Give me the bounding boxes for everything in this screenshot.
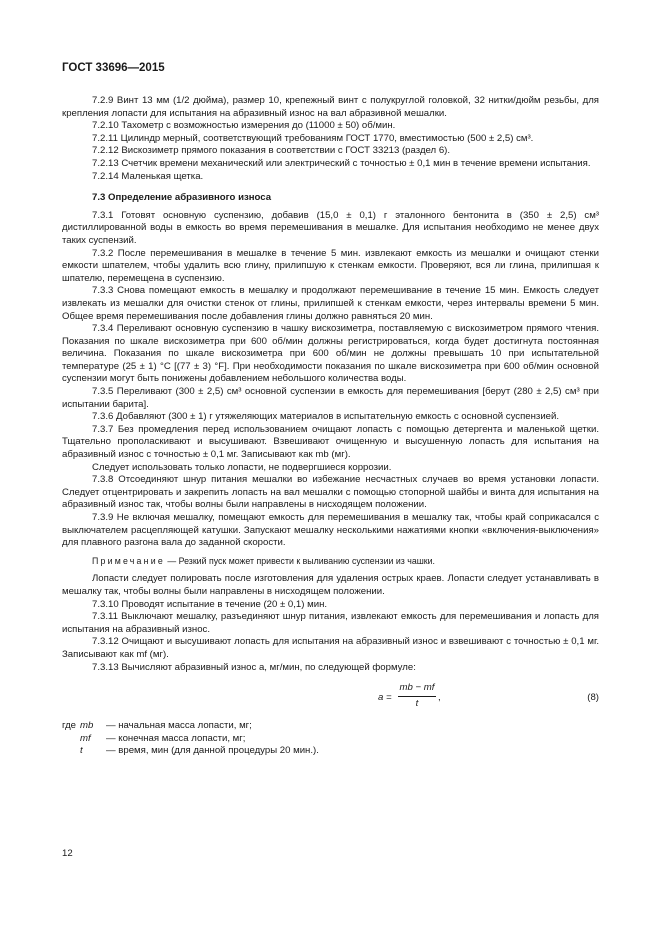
paragraph-7-3-4: 7.3.4 Переливают основную суспензию в чашку вискозиметра, поставляемую с вискозиметром прямого чтения. Показания по шкале вискозиметра при 600 об/мин должны регистрироваться, когда будет достигнута постоянная величина. Показания по шкале вискозиметра при 600 об/мин не должны превышать 10 при испытательной температуре (25 ± 1) °C [(77 ± 3) °F]. При необходимости показания по шкале вискозиметра при 600 об/мин основной суспензии могут быть понижены добавлением небольшого количества воды. bbox=[62, 323, 599, 385]
paragraph-7-3-12: 7.3.12 Очищают и высушивают лопасть для испытания на абразивный износ и взвешивают с точностью ± 0,1 мг. Записывают как mf (мг). bbox=[62, 636, 599, 660]
note-label: Примечание bbox=[92, 555, 165, 566]
paragraph-7-3-3: 7.3.3 Снова помещают емкость в мешалку и продолжают перемешивание в течение 15 мин. Емкость следует извлекать из мешалки для очистки стенок от глины, прилипшей к стенкам емкости, через интервалы времени 5 мин. Общее время перемешивания после добавления глины должно равняться 20 мин. bbox=[62, 285, 599, 322]
paragraph-7-3-13: 7.3.13 Вычисляют абразивный износ a, мг/мин, по следующей формуле: bbox=[92, 661, 416, 673]
paragraph-7-3-6: 7.3.6 Добавляют (300 ± 1) г утяжеляющих материалов в испытательную емкость с основной суспензией. bbox=[92, 411, 560, 423]
legend-symbol: mb bbox=[80, 720, 94, 732]
note bbox=[62, 555, 599, 568]
paragraph-7-2-10: 7.2.10 Тахометр с возможностью измерения до (11000 ± 50) об/мин. bbox=[92, 120, 396, 132]
formula-legend bbox=[62, 720, 599, 758]
paragraph-7-3-2: 7.3.2 После перемешивания в мешалке в течение 5 мин. извлекают емкость из мешалки и очищают стенки емкости шпателем, чтобы удалить всю глину, прилипшую к стенкам емкости. Проверяют, вся ли глина, прилипшая к шпателю, перемещена в суспензию. bbox=[62, 247, 599, 284]
paragraph-7-3-8: 7.3.8 Отсоединяют шнур питания мешалки во избежание несчастных случаев во время установки лопасти. Следует отцентрировать и закрепить лопасть на вал мешалки с помощью стопорной шайбы и винта для испытания на абразивный износ так, чтобы волны были направлены в нисходящем положении. bbox=[62, 474, 599, 511]
paragraph-7-3-1: 7.3.1 Готовят основную суспензию, добавив (15,0 ± 0,1) г эталонного бентонита в (350 ± 2,5) см³ дистиллированной воды в емкость во время перемешивания в мешалке. Для испытания необходимо не менее двух таких суспензий. bbox=[62, 209, 599, 246]
paragraph-7-3-10: 7.3.10 Проводят испытание в течение (20 ± 0,1) мин. bbox=[92, 598, 328, 610]
page-content bbox=[62, 95, 599, 758]
formula-number: (8) bbox=[587, 692, 599, 704]
paragraph-corrosion-note: Следует использовать только лопасти, не подвергшиеся коррозии. bbox=[92, 461, 392, 473]
legend-prefix bbox=[62, 733, 80, 746]
legend-symbol: mf bbox=[80, 732, 91, 744]
paragraph-polishing: Лопасти следует полировать после изготовления для удаления острых краев. Лопасти следует устанавливать в мешалку так, чтобы волны были направлены в нисходящем положении. bbox=[62, 573, 599, 597]
formula-denominator: t bbox=[415, 697, 419, 709]
paragraph-7-3-5: 7.3.5 Переливают (300 ± 2,5) см³ основной суспензии в емкость для перемешивания [берут (280 ± 2,5) см³ при испытании барита]. bbox=[62, 386, 599, 410]
legend-text: — конечная масса лопасти, мг; bbox=[106, 732, 246, 744]
legend-symbol: t bbox=[80, 745, 83, 757]
paragraph-7-3-9: 7.3.9 Не включая мешалку, помещают емкость для перемешивания в мешалку так, чтобы край соприкасался с выключателем расцепляющей катушки. Запускают мешалку несколькими нажатиями кнопки «включения-выключения» для плавного разгона вала до заданной скорости. bbox=[62, 512, 599, 549]
document-header: ГОСТ 33696—2015 bbox=[62, 62, 165, 74]
legend-prefix: где bbox=[62, 720, 77, 732]
legend-row bbox=[62, 733, 599, 746]
formula-8 bbox=[62, 680, 599, 716]
paragraph-7-3-11: 7.3.11 Выключают мешалку, разъединяют шнур питания, извлекают емкость для перемешивания и лопасть для испытания на абразивный износ. bbox=[62, 611, 599, 635]
page-number: 12 bbox=[62, 848, 73, 859]
note-text: — Резкий пуск может привести к выливанию суспензии из чашки. bbox=[167, 555, 435, 566]
legend-row bbox=[62, 745, 599, 758]
legend-row bbox=[62, 720, 599, 733]
formula-lhs: a = bbox=[378, 692, 392, 704]
legend-text: — начальная масса лопасти, мг; bbox=[106, 720, 252, 732]
formula-suffix: , bbox=[438, 692, 441, 704]
legend-prefix bbox=[62, 745, 80, 758]
paragraph-7-3-7: 7.3.7 Без промедления перед использованием очищают лопасть с помощью детергента и маленькой щетки. Тщательно прополаскивают и высушивают. Взвешивают очищенную и высушенную лопасть для испытания на абразивный износ с точностью ± 0,1 мг. Записывают как mb (мг). bbox=[62, 423, 599, 461]
paragraph-7-2-9: 7.2.9 Винт 13 мм (1/2 дюйма), размер 10, крепежный винт с полукруглой головкой, 32 нитки/дюйм резьбы, для крепления лопасти для испытания на абразивный износ на вал абразивной мешалки. bbox=[62, 95, 599, 119]
paragraph-7-2-11: 7.2.11 Цилиндр мерный, соответствующий требованиям ГОСТ 1770, вместимостью (500 ± 2,5) см³. bbox=[92, 132, 534, 144]
formula-fraction bbox=[398, 682, 436, 710]
paragraph-7-2-13: 7.2.13 Счетчик времени механический или электрический с точностью ± 0,1 мин в течение времени испытания. bbox=[92, 157, 591, 169]
legend-text: — время, мин (для данной процедуры 20 мин.). bbox=[106, 745, 319, 757]
formula-numerator: mb − mf bbox=[398, 682, 436, 697]
section-heading: 7.3 Определение абразивного износа bbox=[92, 192, 272, 204]
paragraph-7-2-12: 7.2.12 Вискозиметр прямого показания в соответствии с ГОСТ 33213 (раздел 6). bbox=[92, 145, 451, 157]
paragraph-7-2-14: 7.2.14 Маленькая щетка. bbox=[92, 170, 204, 182]
